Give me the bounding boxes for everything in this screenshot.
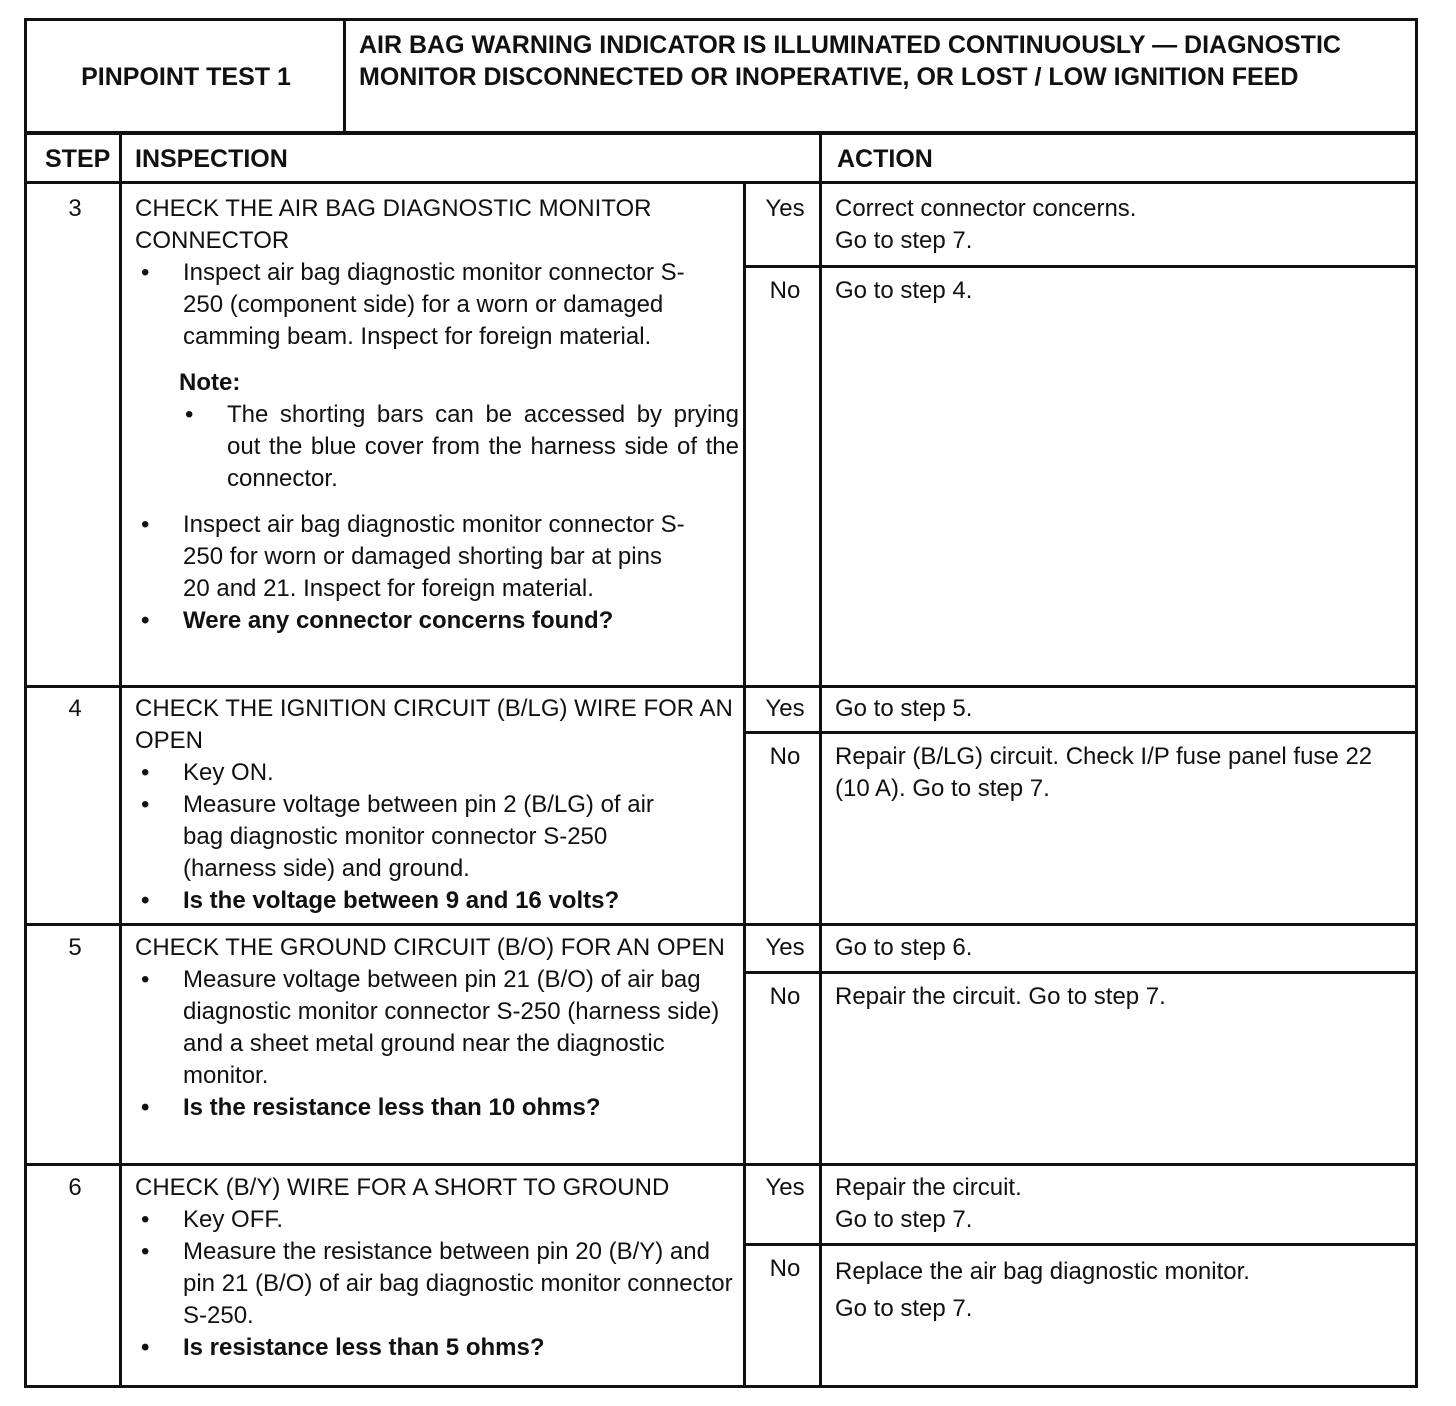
- inspection-bullet: • Measure the resistance between pin 20 (B/Y) and pin 21 (B/O) of air bag diagnostic monitor connector S-250.: [135, 1236, 739, 1332]
- yes-label: Yes: [765, 1174, 805, 1201]
- note: [179, 367, 739, 495]
- inspection-bullet: • Measure voltage between pin 2 (B/LG) of air bag diagnostic monitor connector S-250 (harness side) and ground.: [135, 789, 695, 885]
- yes-action: [835, 932, 1410, 964]
- row-rule: [27, 685, 1415, 688]
- answer-rule: [745, 265, 1415, 268]
- answer-rule: [745, 1243, 1415, 1246]
- no-action: [835, 981, 1410, 1013]
- no-label: No: [769, 277, 801, 304]
- action-line: Correct connector concerns.: [835, 195, 1137, 222]
- step-number: 5: [68, 934, 82, 961]
- inspection-bullet: • Inspect air bag diagnostic monitor connector S-250 for worn or damaged shorting bar at pins 20 and 21. Inspect for foreign material.: [135, 509, 695, 605]
- inspection-bullet: • Measure voltage between pin 21 (B/O) of air bag diagnostic monitor connector S-250 (harness side) and a sheet metal ground near the diagnostic monitor.: [135, 964, 739, 1092]
- inspection-bullet: • Key OFF.: [135, 1204, 739, 1236]
- header-divider: [343, 21, 346, 133]
- inspection-question: • Is resistance less than 5 ohms?: [135, 1332, 739, 1364]
- yes-label: Yes: [765, 934, 805, 961]
- row-rule: [27, 923, 1415, 926]
- action-line: Go to step 4.: [835, 277, 973, 304]
- yes-label: Yes: [765, 195, 805, 222]
- yes-action: [835, 693, 1410, 725]
- action-line: Go to step 5.: [835, 695, 973, 722]
- no-label: No: [769, 983, 801, 1010]
- step-title: CHECK THE GROUND CIRCUIT (B/O) FOR AN OPEN: [135, 934, 725, 961]
- inspection-bullet: • Key ON.: [135, 757, 695, 789]
- action-line: Repair the circuit.: [835, 1174, 1022, 1201]
- action-line: Go to step 7.: [835, 227, 973, 254]
- step-number: 4: [68, 695, 82, 722]
- column-action: ACTION: [837, 145, 933, 173]
- yes-label: Yes: [765, 695, 805, 722]
- test-id: PINPOINT TEST 1: [81, 62, 291, 91]
- inspection-question: • Were any connector concerns found?: [135, 605, 695, 637]
- pinpoint-test-table: [24, 18, 1418, 1388]
- inspection-question: • Is the voltage between 9 and 16 volts?: [135, 885, 695, 917]
- step-title: CHECK (B/Y) WIRE FOR A SHORT TO GROUND: [135, 1174, 670, 1201]
- action-line: Go to step 7.: [835, 1295, 973, 1322]
- action-line: Go to step 6.: [835, 934, 973, 961]
- action-line: Repair (B/LG) circuit. Check I/P fuse panel fuse 22 (10 A). Go to step 7.: [835, 743, 1373, 802]
- step-title: CHECK THE AIR BAG DIAGNOSTIC MONITOR CONNECTOR: [135, 195, 652, 254]
- yes-action: [835, 193, 1410, 257]
- action-line: Repair the circuit. Go to step 7.: [835, 983, 1166, 1010]
- column-step: STEP: [45, 145, 111, 173]
- no-label: No: [769, 1255, 801, 1282]
- answer-column-rule: [743, 183, 746, 1385]
- action-line: Go to step 7.: [835, 1206, 973, 1233]
- answer-rule: [745, 731, 1415, 734]
- inspection-cell: [135, 1172, 739, 1364]
- note-bullet: • The shorting bars can be accessed by prying out the blue cover from the harness side of the connector.: [179, 399, 739, 495]
- no-action: [835, 275, 1410, 307]
- row-rule: [27, 1163, 1415, 1166]
- step-number: 6: [68, 1174, 82, 1201]
- column-header-rule: [27, 181, 1415, 184]
- action-line: Replace the air bag diagnostic monitor.: [835, 1258, 1250, 1285]
- no-action: [835, 1253, 1410, 1327]
- no-label: No: [769, 743, 801, 770]
- answer-rule: [745, 971, 1415, 974]
- no-action: [835, 741, 1410, 805]
- yes-action: [835, 1172, 1410, 1236]
- step-number: 3: [68, 195, 82, 222]
- inspection-bullet: • Inspect air bag diagnostic monitor connector S-250 (component side) for a worn or damaged camming beam. Inspect for foreign material.: [135, 257, 695, 353]
- inspection-cell: [135, 693, 739, 917]
- inspection-cell: [135, 193, 739, 637]
- header-rule: [27, 131, 1415, 135]
- column-inspection: INSPECTION: [135, 145, 288, 173]
- note-label: Note:: [179, 369, 241, 396]
- test-title: AIR BAG WARNING INDICATOR IS ILLUMINATED CONTINUOUSLY — DIAGNOSTIC MONITOR DISCONNECTED OR INOPERATIVE, OR LOST / LOW IGNITION FEED: [359, 31, 1341, 91]
- inspection-cell: [135, 932, 739, 1124]
- step-title: CHECK THE IGNITION CIRCUIT (B/LG) WIRE FOR AN OPEN: [135, 695, 733, 754]
- inspection-question: • Is the resistance less than 10 ohms?: [135, 1092, 739, 1124]
